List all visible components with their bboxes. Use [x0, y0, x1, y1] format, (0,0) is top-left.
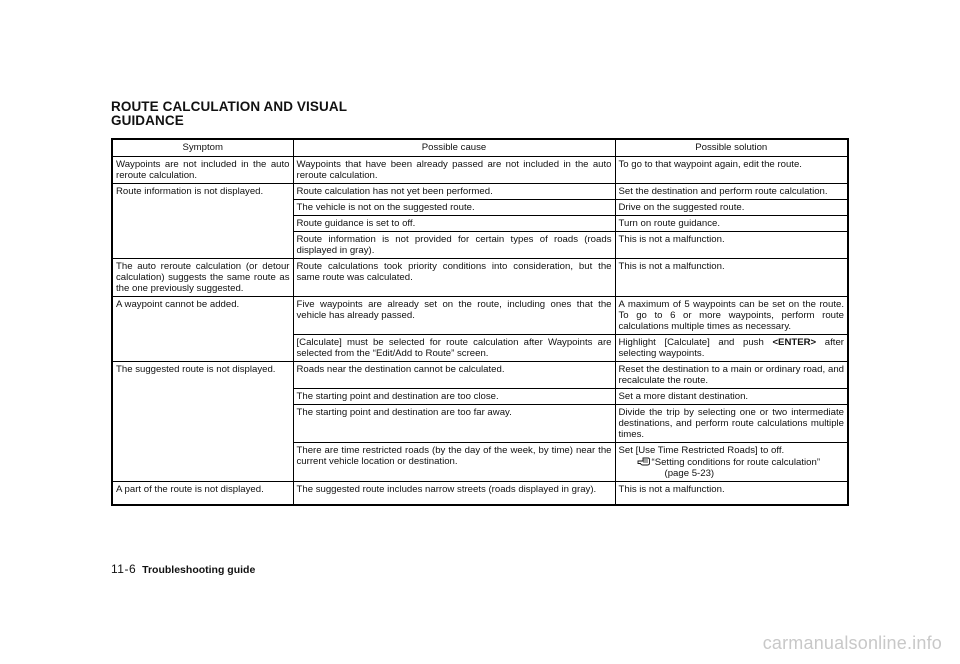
cause-cell: Route calculation has not yet been performed.: [293, 184, 615, 200]
cause-cell: Roads near the destination cannot be calculated.: [293, 362, 615, 389]
watermark: carmanualsonline.info: [762, 633, 942, 653]
solution-text: Set [Use Time Restricted Roads] to off.: [618, 445, 785, 456]
table-header-row: [113, 140, 847, 157]
solution-cell: Turn on route guidance.: [615, 216, 847, 232]
solution-cell: This is not a malfunction.: [615, 482, 847, 505]
page-number: 11-6: [111, 562, 137, 576]
section-title-line1: ROUTE CALCULATION AND VISUAL: [111, 99, 348, 114]
page-reference: [619, 456, 845, 468]
pointing-hand-icon: [637, 456, 650, 466]
cause-cell: Route information is not provided for certain types of roads (roads displayed in gray).: [293, 232, 615, 259]
symptom-cell: The suggested route is not displayed.: [113, 362, 293, 482]
symptom-cell: Waypoints are not included in the auto reroute calculation.: [113, 157, 293, 184]
symptom-cell: A waypoint cannot be added.: [113, 297, 293, 362]
solution-cell: A maximum of 5 waypoints can be set on the route. To go to 6 or more waypoints, perform route calculations multiple times as necessary.: [615, 297, 847, 335]
solution-cell: Drive on the suggested route.: [615, 200, 847, 216]
header-solution: Possible solution: [615, 140, 847, 157]
solution-text: Highlight [Calculate] and push: [618, 337, 773, 348]
cause-cell: The starting point and destination are too close.: [293, 389, 615, 405]
solution-cell: To go to that waypoint again, edit the route.: [615, 157, 847, 184]
solution-cell: Set the destination and perform route calculation.: [615, 184, 847, 200]
cause-cell: Waypoints that have been already passed are not included in the auto reroute calculation.: [293, 157, 615, 184]
reference-title: “Setting conditions for route calculation”: [651, 457, 821, 468]
section-title: [111, 100, 347, 128]
solution-text: after selecting waypoints.: [618, 337, 844, 359]
symptom-cell: The auto reroute calculation (or detour calculation) suggests the same route as the one previously suggested.: [113, 259, 293, 297]
section-title-line2: GUIDANCE: [111, 113, 184, 128]
header-symptom: Symptom: [113, 140, 293, 157]
table-row: [113, 184, 847, 200]
symptom-cell: A part of the route is not displayed.: [113, 482, 293, 505]
table-row: [113, 157, 847, 184]
cause-cell: The suggested route includes narrow streets (roads displayed in gray).: [293, 482, 615, 505]
cause-cell: [Calculate] must be selected for route calculation after Waypoints are selected from the “Edit/Add to Route” screen.: [293, 335, 615, 362]
cause-cell: Route guidance is set to off.: [293, 216, 615, 232]
solution-cell: [615, 335, 847, 362]
section-name: Troubleshooting guide: [142, 564, 256, 576]
cause-cell: There are time restricted roads (by the day of the week, by time) near the current vehicle location or destination.: [293, 443, 615, 482]
solution-cell: This is not a malfunction.: [615, 232, 847, 259]
table-row: [113, 482, 847, 505]
header-cause: Possible cause: [293, 140, 615, 157]
enter-key-label: <ENTER>: [772, 337, 817, 348]
table-row: [113, 259, 847, 297]
reference-page: (page 5-23): [664, 468, 715, 479]
symptom-cell: Route information is not displayed.: [113, 184, 293, 259]
page-footer: [111, 562, 255, 576]
solution-cell: Divide the trip by selecting one or two intermediate destinations, and perform route calculations multiple times.: [615, 405, 847, 443]
solution-cell: This is not a malfunction.: [615, 259, 847, 297]
solution-cell: [615, 443, 847, 482]
cause-cell: The vehicle is not on the suggested route.: [293, 200, 615, 216]
solution-cell: Reset the destination to a main or ordinary road, and recalculate the route.: [615, 362, 847, 389]
solution-cell: Set a more distant destination.: [615, 389, 847, 405]
cause-cell: The starting point and destination are too far away.: [293, 405, 615, 443]
cause-cell: Route calculations took priority conditions into consideration, but the same route was calculated.: [293, 259, 615, 297]
cause-cell: Five waypoints are already set on the route, including ones that the vehicle has already passed.: [293, 297, 615, 335]
troubleshooting-table: [111, 138, 849, 506]
table-row: [113, 297, 847, 335]
table-row: [113, 362, 847, 389]
